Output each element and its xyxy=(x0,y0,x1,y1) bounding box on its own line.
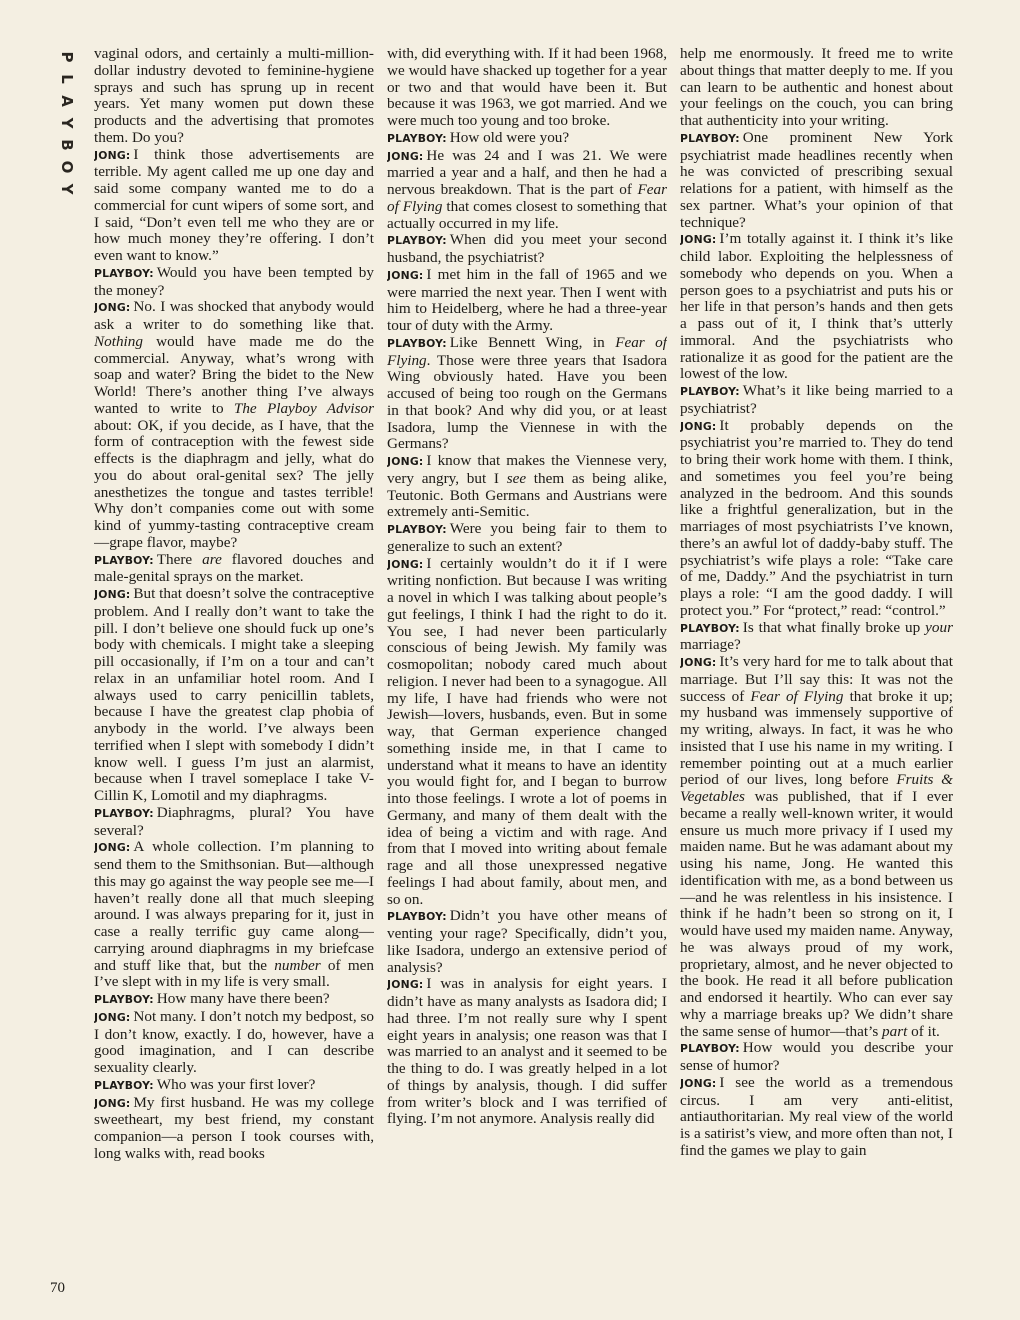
text-column-1 xyxy=(94,46,374,1296)
answer-paragraph xyxy=(680,418,953,620)
speaker-label: JONG: xyxy=(94,1096,131,1110)
text-run: marriage? xyxy=(680,636,741,654)
speaker-label: PLAYBOY: xyxy=(94,806,154,820)
answer-paragraph xyxy=(94,586,374,805)
speaker-label: JONG: xyxy=(680,419,717,433)
italic-text: number xyxy=(274,956,321,974)
speaker-label: JONG: xyxy=(680,233,717,247)
speaker-label: PLAYBOY: xyxy=(387,234,447,248)
speaker-label: PLAYBOY: xyxy=(680,1042,740,1056)
text-run: I think those advertisements are terrible. My agent called me up one day and said some company wanted me to do a commercial for cunt wipers of some sort, and I said, “Don’t even tell me who they are or how much money they’re offering. I don’t even want to know.” xyxy=(94,145,374,264)
text-run: How old were you? xyxy=(449,128,570,146)
speaker-label: JONG: xyxy=(94,1010,131,1024)
text-run: . Those were three years that Isadora Wing obviously hated. Have you been accused of being too rough on the Germans in that book? And why did you, or at least Isadora, lump the Viennese in with the Germans? xyxy=(387,351,667,453)
italic-text: Fruits & Vegetables xyxy=(680,771,953,805)
magazine-side-letter: O xyxy=(58,160,76,174)
text-run: that comes closest to something that actually occurred in my life. xyxy=(387,197,667,232)
text-run: Not many. I don’t notch my bedpost, so I don’t know, exactly. I do, however, have a good imagination, and I can describe sexuality clearly. xyxy=(94,1007,374,1076)
answer-paragraph xyxy=(387,148,667,233)
text-run: of men I’ve slept with in my life is very small. xyxy=(94,956,374,991)
text-run: There xyxy=(156,550,203,568)
speaker-label: JONG: xyxy=(680,1076,717,1090)
question-paragraph xyxy=(387,232,667,267)
magazine-side-letter: B xyxy=(58,139,76,151)
question-paragraph xyxy=(94,805,374,840)
text-column-2 xyxy=(387,46,667,1296)
answer-paragraph xyxy=(94,147,374,265)
text-run: My first husband. He was my college sweetheart, my best friend, my constant companion—a person I took courses with, long walks with, read books xyxy=(94,1093,374,1162)
text-run: It’s very hard for me to talk about that marriage. But I’ll say this: It was not the success of xyxy=(680,653,953,705)
text-run: I certainly wouldn’t do it if I were writing nonfiction. But because I was writing a novel in which I was talking about people’s gut feelings, I think I had the right to do it. You see, I had never been particularly conscious of being Jewish. My family was cosmopolitan; nobody cared much about religion. I never had been to a synagogue. All my life, I have had friends who were not Jewish—lovers, husbands, even. But in some way, that German experience changed something inside me, in that I came to understand what it means to have an identity you would fight for, and I began to burrow into those feelings. I wrote a lot of poems in Germany, and many of them dealt with the idea of being a victim and with rage. And from that I moved into writing about female rage and all those unexpressed negative feelings I had about family, about men, and so on. xyxy=(387,554,667,908)
question-paragraph xyxy=(94,991,374,1009)
text-run: was published, that if I ever became a really well-known writer, it would ensure us much more privacy if I used my maiden name. But he was adamant about my using his name, Jong. He wanted this identification with me, as a bond between us—and he was relentless in his insistence. I think if he hadn’t been so strong on it, I would have used my maiden name. Anyway, he was always proud of my work, proprietary, almost, and he never objected to the book. He read it all before publication and endorsed it heartily. Who can ever say why a marriage breaks up? We didn’t share the same sense of humor—that’s xyxy=(680,788,953,1040)
italic-text: Nothing xyxy=(94,332,143,350)
text-run: Who was your first lover? xyxy=(156,1075,316,1093)
italic-text: Fear of Flying xyxy=(750,687,844,705)
answer-paragraph xyxy=(94,299,374,551)
text-run: Diaphragms, plural? You have several? xyxy=(94,803,374,839)
answer-paragraph xyxy=(680,1075,953,1160)
text-run: with, did everything with. If it had been 1968, we would have shacked up together for a year or two and that would have been it. But because it was 1963, we got married. And we were much too young and too broke. xyxy=(387,46,667,129)
text-run: I was in analysis for eight years. I didn’t have as many analysts as Isadora did; I had three. I’m not really sure why I spent eight years in analysis; one reason was that I was married to an analyst and it seemed to be the thing to do. I was greatly helped in a lot of things by analysis, though. I did suffer from writer’s block and I was terrified of flying. I’m not anymore. Analysis really did xyxy=(387,975,667,1128)
answer-paragraph xyxy=(387,267,667,335)
speaker-label: JONG: xyxy=(680,656,717,669)
question-paragraph xyxy=(94,265,374,300)
text-run: I know that makes the Viennese very, very angry, but I xyxy=(387,452,667,487)
answer-paragraph xyxy=(94,839,374,991)
question-paragraph xyxy=(680,620,953,655)
question-paragraph xyxy=(94,1077,374,1095)
continuation-paragraph xyxy=(680,46,953,130)
speaker-label: JONG: xyxy=(387,557,424,571)
text-run: Didn’t you have other means of venting your rage? Specifically, didn’t you, like Isadora, undergo an extensive period of analysis? xyxy=(387,907,667,976)
speaker-label: PLAYBOY: xyxy=(387,910,447,924)
speaker-label: PLAYBOY: xyxy=(94,993,154,1006)
text-run: of it. xyxy=(907,1022,940,1040)
text-run: What’s it like being married to a psychiatrist? xyxy=(680,382,953,417)
speaker-label: JONG: xyxy=(94,588,131,601)
text-run: One prominent New York psychiatrist made headlines recently when he was convicted of prescribing sexual relations for a patient, with himself as the sex partner. What’s your opinion of that technique? xyxy=(680,128,953,231)
speaker-label: PLAYBOY: xyxy=(680,621,740,635)
answer-paragraph xyxy=(94,1009,374,1077)
speaker-label: PLAYBOY: xyxy=(94,266,154,280)
answer-paragraph xyxy=(387,976,667,1128)
continuation-paragraph xyxy=(94,46,374,147)
text-run: vaginal odors, and certainly a multi-million-dollar industry devoted to feminine-hygiene sprays and such has sprung up in recent years. Yet many women put down these products and the advertising that promotes them. Do you? xyxy=(94,46,374,146)
speaker-label: JONG: xyxy=(94,148,131,162)
question-paragraph xyxy=(680,130,953,232)
text-run: No. I was shocked that anybody would ask a writer to do something like that. xyxy=(94,298,374,333)
text-run: help me enormously. It freed me to write about things that matter deeply to me. If you can learn to be authentic and honest about your feelings on the couch, you can bring that authenticity into your writing. xyxy=(680,46,953,129)
text-run: I met him in the fall of 1965 and we were married the next year. Then I went with him to Heidelberg, where he had a three-year tour of duty with the Army. xyxy=(387,265,667,334)
text-run: would have made me do the commercial. Anyway, what’s wrong with soap and water? Bring the bidet to the New World! There’s another thing I’ve always wanted to write to xyxy=(94,332,374,417)
question-paragraph xyxy=(680,1040,953,1075)
speaker-label: PLAYBOY: xyxy=(387,336,447,350)
text-run: I’m totally against it. I think it’s like child labor. Exploiting the helplessness of somebody who depends on you. When a person goes to a psychiatrist and puts his or her life in that person’s hands and then gets a pass out of it, I think that’s utterly immoral. And the psychiatrists who rationalize it as good for the patient are the lowest of the low. xyxy=(680,230,953,383)
text-run: Like Bennett Wing, in xyxy=(449,333,616,351)
italic-text: Fear of Flying xyxy=(387,333,667,369)
question-paragraph xyxy=(387,335,667,453)
answer-paragraph xyxy=(387,556,667,909)
speaker-label: PLAYBOY: xyxy=(387,523,447,536)
answer-paragraph xyxy=(387,453,667,521)
text-run: flavored douches and male-genital sprays on the market. xyxy=(94,550,374,586)
text-run: Would you have been tempted by the money? xyxy=(94,263,374,299)
question-paragraph xyxy=(680,383,953,418)
speaker-label: JONG: xyxy=(94,301,131,315)
speaker-label: JONG: xyxy=(387,149,424,163)
magazine-side-letter: P xyxy=(58,51,76,63)
italic-text: Fear of Flying xyxy=(387,181,667,215)
speaker-label: JONG: xyxy=(387,978,424,992)
text-run: How many have there been? xyxy=(156,990,330,1007)
magazine-side-label xyxy=(56,46,78,200)
speaker-label: PLAYBOY: xyxy=(680,131,740,145)
speaker-label: JONG: xyxy=(387,455,424,468)
text-run: A whole collection. I’m planning to send them to the Smithsonian. But—although this may go against the way people see me—I haven’t really done all that much sleeping around. I was always preparing for it, just in case a really terrific guy came along—carrying around diaphragms in my briefcase and stuff like that, but the xyxy=(94,838,374,974)
text-run: Were you being fair to them to generalize to such an extent? xyxy=(387,520,667,555)
text-run: that broke it up; my husband was immensely supportive of my writing, always. In fact, it was he who insisted that I use his name in my writing. I remember pointing out at a much earlier period of our lives, long before xyxy=(680,687,953,789)
answer-paragraph xyxy=(680,654,953,1040)
text-run: He was 24 and I was 21. We were married a year and a half, and then he had a nervous breakdown. That is the part of xyxy=(387,146,667,198)
text-run: But that doesn’t solve the contraceptive problem. And I really don’t want to take the pill. I don’t believe one should fuck up one’s body with chemicals. I might take a sleeping pill occasionally, if I’m on a tour and can’t relax in an unfamiliar hotel room. And I always used to carry penicillin tablets, because I have the greatest clap phobia of anybody in the world. I’ve always been terrified when I slept with somebody I didn’t know well. I guess I’m just an alarmist, because when I travel someplace I take V-Cillin K, Lomotil and my diaphragms. xyxy=(94,585,374,804)
page-number: 70 xyxy=(50,1280,65,1296)
answer-paragraph xyxy=(94,1095,374,1163)
magazine-side-letter: L xyxy=(58,74,76,84)
question-paragraph xyxy=(94,552,374,587)
text-run: about: OK, if you decide, as I have, that the form of contraception with the fewest side effects is the diaphragm and jelly, what do you do about oral-genital sex? The jelly anesthetizes the tongue and tastes terrible! Why don’t companies come out with some kind of yummy-tasting contraceptive cream—grape flavor, maybe? xyxy=(94,416,374,551)
text-run: I see the world as a tremendous circus. I am very anti-elitist, antiauthoritarian. My real view of the world is a satirist’s view, and more often than not, I find the games we play to gain xyxy=(680,1073,953,1159)
magazine-side-letter: Y xyxy=(58,117,76,129)
italic-text: your xyxy=(925,618,953,636)
text-run: How would you describe your sense of humor? xyxy=(680,1039,953,1074)
magazine-side-letter: Y xyxy=(58,183,76,195)
speaker-label: PLAYBOY: xyxy=(387,131,447,145)
question-paragraph xyxy=(387,130,667,148)
speaker-label: PLAYBOY: xyxy=(94,1078,154,1092)
continuation-paragraph xyxy=(387,46,667,130)
question-paragraph xyxy=(387,521,667,556)
speaker-label: PLAYBOY: xyxy=(680,385,740,398)
italic-text: part xyxy=(882,1022,908,1040)
speaker-label: JONG: xyxy=(94,841,131,855)
text-run: Is that what finally broke up xyxy=(742,618,926,636)
italic-text: see xyxy=(506,469,527,487)
speaker-label: PLAYBOY: xyxy=(94,553,154,567)
speaker-label: JONG: xyxy=(387,268,424,282)
text-run: It probably depends on the psychiatrist you’re married to. They do tend to bring their work home with them. I think, and sometimes you feel you’re being analyzed in the bedroom. And this sounds like a frightful generalization, but in the marriages of most psychiatrists I’ve known, there’s an awful lot of daddy-baby stuff. The psychiatrist’s wife plays a role: “Take care of me, Daddy.” And the psychiatrist in turn plays a role: “I am the good daddy. I will protect you.” For “protect,” read: “control.” xyxy=(680,416,953,619)
magazine-side-letter: A xyxy=(58,95,76,107)
answer-paragraph xyxy=(680,231,953,383)
text-run: them as being alike, Teutonic. Both Germans and Austrians were extremely anti-Semitic. xyxy=(387,469,667,521)
text-run: When did you meet your second husband, the psychiatrist? xyxy=(387,231,667,266)
italic-text: The Playboy Advisor xyxy=(233,399,374,417)
text-column-3 xyxy=(680,46,953,1296)
question-paragraph xyxy=(387,908,667,976)
italic-text: are xyxy=(202,550,222,568)
